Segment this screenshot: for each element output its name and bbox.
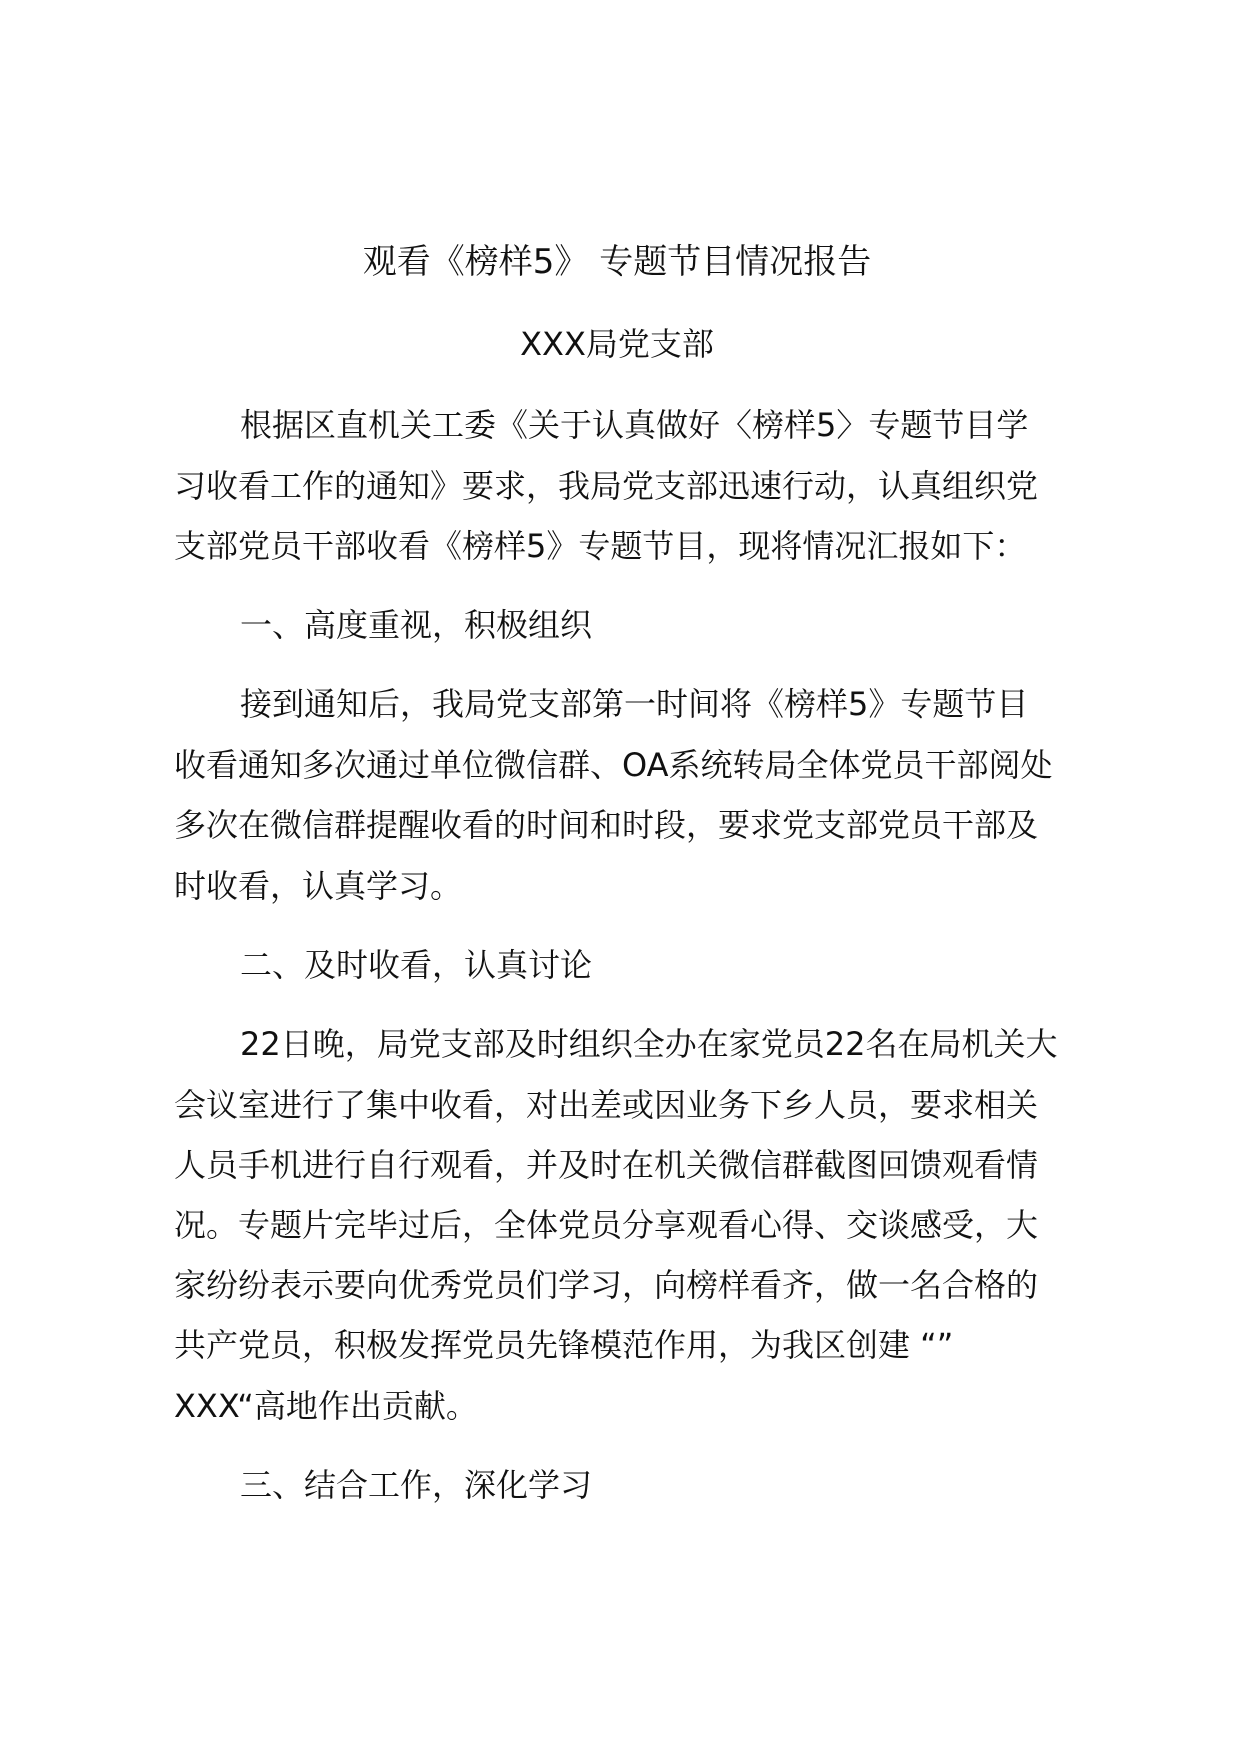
paragraph-1-line-2: 习收看工作的通知》要求，我局党支部迅速行动，认真组织党	[174, 467, 1039, 505]
paragraph-3-line-3: 人员手机进行自行观看，并及时在机关微信群截图回馈观看情	[174, 1146, 1039, 1184]
section-heading-2: 二、及时收看，认真讨论	[240, 946, 593, 984]
paragraph-2-line-2: 收看通知多次通过单位微信群、OA系统转局全体党员干部阅处	[174, 746, 1053, 784]
paragraph-3-line-7: XXX“高地作出贡献。	[174, 1387, 478, 1425]
paragraph-2-line-1: 接到通知后，我局党支部第一时间将《榜样5》专题节目	[240, 685, 1029, 723]
document-title: 观看《榜样5》 专题节目情况报告	[362, 242, 872, 282]
section-heading-3: 三、结合工作，深化学习	[240, 1466, 593, 1504]
document-subtitle: XXX局党支部	[520, 325, 714, 363]
paragraph-3-line-2: 会议室进行了集中收看，对出差或因业务下乡人员，要求相关	[174, 1086, 1039, 1124]
paragraph-2-line-4: 时收看，认真学习。	[174, 867, 463, 905]
paragraph-3-line-5: 家纷纷表示要向优秀党员们学习，向榜样看齐，做一名合格的	[174, 1266, 1039, 1304]
paragraph-3-line-1: 22日晚，局党支部及时组织全办在家党员22名在局机关大	[240, 1025, 1058, 1063]
paragraph-3-line-4: 况。专题片完毕过后，全体党员分享观看心得、交谈感受，大	[174, 1206, 1039, 1244]
paragraph-3-line-6: 共产党员，积极发挥党员先锋模范作用，为我区创建 “”	[174, 1326, 954, 1364]
paragraph-1-line-3: 支部党员干部收看《榜样5》专题节目，现将情况汇报如下：	[174, 527, 1027, 565]
section-heading-1: 一、高度重视，积极组织	[240, 606, 593, 644]
paragraph-2-line-3: 多次在微信群提醒收看的时间和时段，要求党支部党员干部及	[174, 806, 1039, 844]
paragraph-1-line-1: 根据区直机关工委《关于认真做好〈榜样5〉专题节目学	[240, 406, 1029, 444]
